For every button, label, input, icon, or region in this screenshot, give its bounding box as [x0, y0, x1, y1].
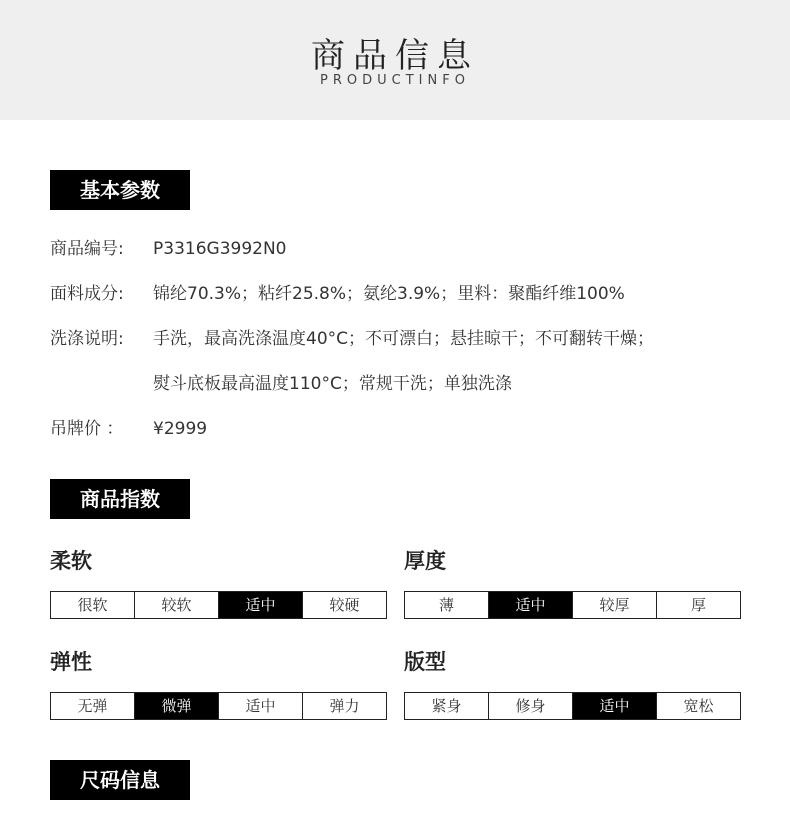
scale-option: 较软 — [134, 592, 218, 618]
info-row-sku — [50, 237, 287, 261]
section-tag-basic: 基本参数 — [50, 170, 190, 210]
scale-option: 薄 — [438, 596, 454, 614]
page-header — [0, 0, 790, 120]
info-row-washing — [50, 327, 654, 351]
scale-option: 修身 — [488, 693, 572, 719]
scale-option-selected: 适中 — [572, 693, 656, 719]
info-row-fabric — [50, 282, 625, 306]
info-label: 洗涤说明: — [50, 329, 124, 349]
info-label: 面料成分: — [50, 284, 124, 304]
section-tag-size: 尺码信息 — [50, 760, 190, 800]
scale-elasticity — [50, 692, 387, 720]
scale-thickness — [404, 591, 741, 619]
scale-option: 较硬 — [302, 592, 386, 618]
scale-option: 适中 — [218, 693, 302, 719]
metric-title-thickness: 厚度 — [404, 549, 446, 573]
scale-option: 宽松 — [656, 693, 740, 719]
scale-option-selected: 适中 — [218, 592, 302, 618]
metric-title-elasticity: 弹性 — [50, 650, 92, 674]
header-subtitle: PRODUCTINFO — [320, 73, 470, 88]
scale-option: 弹力 — [302, 693, 386, 719]
scale-option-selected: 微弹 — [134, 693, 218, 719]
info-value: 锦纶70.3%；粘纤25.8%；氨纶3.9%；里料：聚酯纤维100% — [153, 284, 625, 304]
info-value: ¥2999 — [153, 419, 208, 439]
info-label: 商品编号: — [50, 239, 124, 259]
metric-title-fit: 版型 — [404, 650, 446, 674]
scale-option: 很软 — [77, 596, 108, 614]
scale-softness — [50, 591, 387, 619]
info-row-price — [50, 417, 207, 441]
scale-fit — [404, 692, 741, 720]
scale-option: 无弹 — [77, 697, 108, 715]
header-title: 商品信息 — [311, 36, 479, 76]
scale-option-selected: 适中 — [488, 592, 572, 618]
info-row-washing-continued: 熨斗底板最高温度110°C；常规干洗；单独洗涤 — [153, 374, 512, 394]
scale-option: 紧身 — [431, 697, 462, 715]
scale-option: 厚 — [656, 592, 740, 618]
section-tag-index: 商品指数 — [50, 479, 190, 519]
scale-option: 较厚 — [572, 592, 656, 618]
info-value: P3316G3992N0 — [153, 239, 287, 259]
metric-title-softness: 柔软 — [50, 549, 92, 573]
info-label: 吊牌价 ： — [50, 419, 124, 439]
info-value: 手洗，最高洗涤温度40°C；不可漂白；悬挂晾干；不可翻转干燥； — [153, 329, 655, 349]
